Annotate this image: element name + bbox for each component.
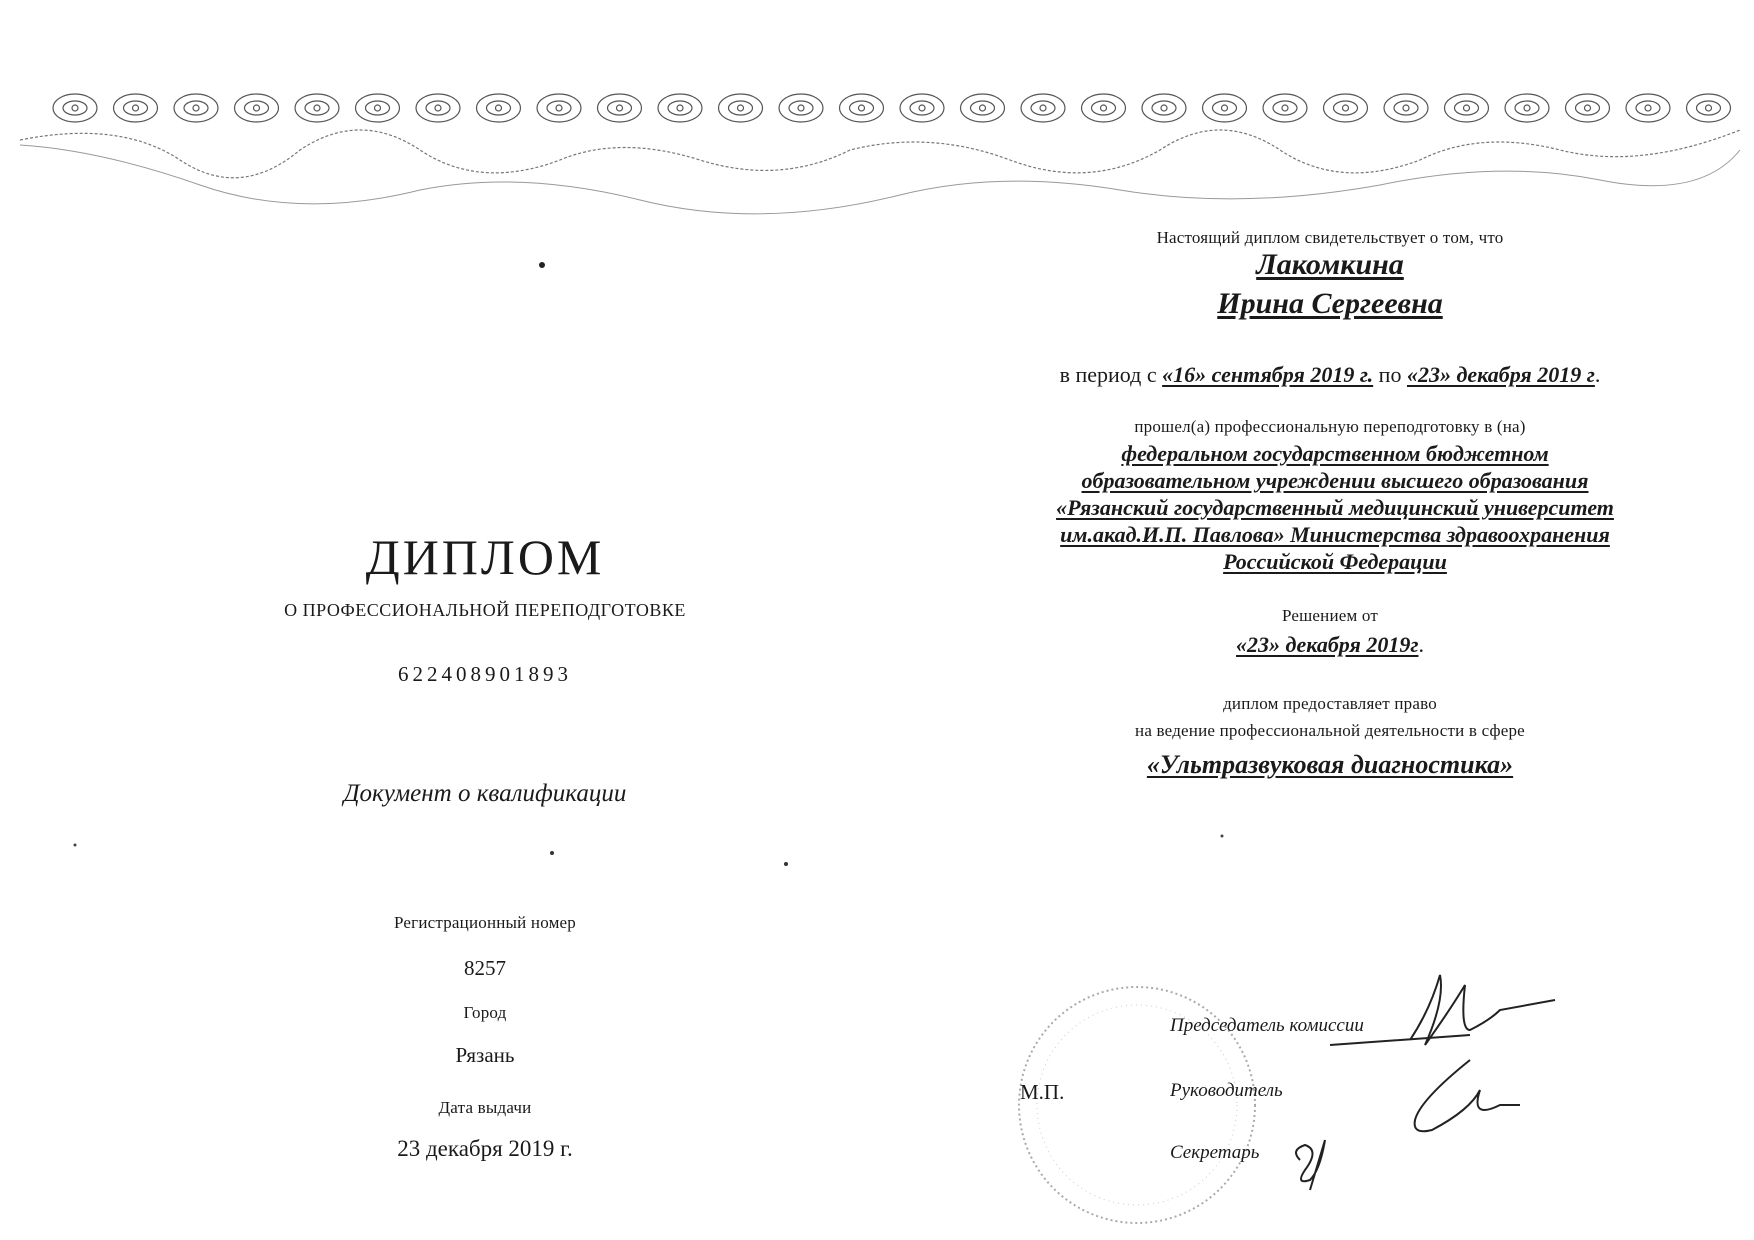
ornament-dot xyxy=(1706,105,1712,111)
ornamental-border xyxy=(0,0,1754,230)
decision-label: Решением от xyxy=(1281,606,1379,625)
period-mid: по xyxy=(1378,362,1402,387)
registration-number-label: Регистрационный номер xyxy=(393,913,576,932)
border-wave-line-2 xyxy=(20,145,1740,214)
ornament-dot xyxy=(738,105,744,111)
ornament-medallion-inner xyxy=(366,101,390,115)
ink-speck xyxy=(784,862,788,866)
period-prefix: в период с xyxy=(1059,362,1157,387)
ornament-medallion-inner xyxy=(305,101,329,115)
ornament-medallion xyxy=(779,94,823,122)
ink-speck xyxy=(74,844,77,847)
registration-number-value: 8257 xyxy=(464,956,506,980)
ornament-medallion-inner xyxy=(729,101,753,115)
ornament-dot xyxy=(677,105,683,111)
ornament-dot xyxy=(193,105,199,111)
ornament-medallion xyxy=(1082,94,1126,122)
ornament-medallion xyxy=(53,94,97,122)
ornament-dot xyxy=(254,105,260,111)
ornament-medallion xyxy=(1626,94,1670,122)
ornament-medallion xyxy=(900,94,944,122)
institution-line: образовательном учреждении высшего образования xyxy=(1081,468,1589,493)
ornament-medallion-inner xyxy=(1092,101,1116,115)
ornament-medallion-inner xyxy=(1515,101,1539,115)
ornament-medallion xyxy=(114,94,158,122)
ornament-medallion-inner xyxy=(63,101,87,115)
ornament-dot xyxy=(435,105,441,111)
specialty-name-text: «Ультразвуковая диагностика» xyxy=(1146,750,1514,779)
ornament-dot xyxy=(72,105,78,111)
ink-speck xyxy=(1221,835,1224,838)
period-start-date: «16» сентября 2019 г. xyxy=(1162,362,1374,387)
ornament-medallion-inner xyxy=(245,101,269,115)
ornament-dot xyxy=(919,105,925,111)
ornament-medallion xyxy=(719,94,763,122)
institution-line: Российской Федерации xyxy=(1223,549,1447,574)
recipient-surname-text: Лакомкина xyxy=(1256,248,1404,281)
ornament-medallion xyxy=(1687,94,1731,122)
ornament-dot xyxy=(496,105,502,111)
ornament-medallion xyxy=(1445,94,1489,122)
ink-speck xyxy=(550,851,554,855)
city-value: Рязань xyxy=(455,1043,515,1067)
ornament-dot xyxy=(1524,105,1530,111)
institution-line: им.акад.И.П. Павлова» Министерства здравоохранения xyxy=(1060,522,1610,547)
diploma-subtitle: О ПРОФЕССИОНАЛЬНОЙ ПЕРЕПОДГОТОВКЕ xyxy=(284,600,686,620)
city-label: Город xyxy=(463,1003,507,1022)
ornament-dot xyxy=(798,105,804,111)
ornament-medallion xyxy=(1203,94,1247,122)
ornament-medallion-inner xyxy=(184,101,208,115)
ornament-dot xyxy=(1645,105,1651,111)
ornament-medallion xyxy=(658,94,702,122)
ornament-medallion xyxy=(1263,94,1307,122)
ornament-medallion xyxy=(840,94,884,122)
ornament-medallion-inner xyxy=(1213,101,1237,115)
signature-secretary xyxy=(1296,1140,1325,1190)
border-wave-line xyxy=(20,130,1740,178)
ornament-medallion-inner xyxy=(1455,101,1479,115)
institution-line: федеральном государственном бюджетном xyxy=(1121,441,1549,466)
ornament-dot xyxy=(980,105,986,111)
ornament-medallion xyxy=(1324,94,1368,122)
ink-speck xyxy=(539,262,545,268)
ornament-medallion-inner xyxy=(1394,101,1418,115)
ornament-dot xyxy=(375,105,381,111)
rights-statement-line-1: диплом предоставляет право xyxy=(1223,694,1437,713)
ornament-medallion-inner xyxy=(1334,101,1358,115)
study-period xyxy=(940,362,1720,388)
ornament-dot xyxy=(1585,105,1591,111)
ornament-dot xyxy=(1040,105,1046,111)
ornament-medallion xyxy=(961,94,1005,122)
decision-date-text: «23» декабря 2019г xyxy=(1236,632,1419,657)
institution-line: «Рязанский государственный медицинский университет xyxy=(1056,495,1614,520)
signature-label-head: Руководитель xyxy=(1170,1080,1283,1101)
ornament-medallion-inner xyxy=(426,101,450,115)
ornament-dot xyxy=(133,105,139,111)
ornament-dot xyxy=(1464,105,1470,111)
ornament-medallion-inner xyxy=(668,101,692,115)
ornament-dot xyxy=(1403,105,1409,111)
recipient-given-name-text: Ирина Сергеевна xyxy=(1217,287,1443,320)
ornament-dot xyxy=(314,105,320,111)
ornament-dot xyxy=(1343,105,1349,111)
ornament-dot xyxy=(1101,105,1107,111)
rights-statement-line-2: на ведение профессиональной деятельности в сфере xyxy=(1135,721,1525,740)
signature-label-chair: Председатель комиссии xyxy=(1170,1015,1364,1036)
ornament-medallion xyxy=(477,94,521,122)
ornament-medallion xyxy=(416,94,460,122)
issue-date-label: Дата выдачи xyxy=(438,1098,532,1117)
ornament-medallion xyxy=(1566,94,1610,122)
signature-head xyxy=(1415,1060,1520,1131)
ornament-medallion xyxy=(1384,94,1428,122)
ornament-medallion-inner xyxy=(910,101,934,115)
ornament-medallion xyxy=(1505,94,1549,122)
ornament-medallion-inner xyxy=(1697,101,1721,115)
stamp-place-label: М.П. xyxy=(1020,1080,1065,1104)
ornament-medallion xyxy=(174,94,218,122)
ornament-dot xyxy=(1222,105,1228,111)
period-suffix: . xyxy=(1594,362,1601,387)
recipient-given-name xyxy=(940,287,1720,321)
ornament-medallion-inner xyxy=(1031,101,1055,115)
ornament-dot xyxy=(1161,105,1167,111)
ornament-dot xyxy=(1282,105,1288,111)
ornament-medallion-inner xyxy=(547,101,571,115)
ornament-medallion xyxy=(295,94,339,122)
specialty-name xyxy=(940,750,1720,780)
qualification-document-label: Документ о квалификации xyxy=(343,780,627,807)
institution-name xyxy=(975,440,1695,575)
ornament-row xyxy=(53,94,1731,122)
ornament-dot xyxy=(556,105,562,111)
ornament-medallion xyxy=(598,94,642,122)
diploma-title: ДИПЛОМ xyxy=(365,529,605,585)
signature-label-secretary: Секретарь xyxy=(1170,1142,1260,1163)
ornament-medallion xyxy=(356,94,400,122)
diploma-serial-number: 622408901893 xyxy=(398,662,572,686)
ornament-medallion xyxy=(1142,94,1186,122)
ornament-medallion-inner xyxy=(789,101,813,115)
ornament-medallion-inner xyxy=(850,101,874,115)
ornament-medallion-inner xyxy=(487,101,511,115)
issue-date-value: 23 декабря 2019 г. xyxy=(397,1136,573,1161)
decision-date-suffix: . xyxy=(1418,632,1424,657)
ornament-medallion-inner xyxy=(1152,101,1176,115)
certification-intro: Настоящий диплом свидетельствует о том, что xyxy=(1156,228,1504,247)
period-end-date: «23» декабря 2019 г xyxy=(1406,362,1595,387)
ornament-dot xyxy=(859,105,865,111)
ornament-medallion-inner xyxy=(1273,101,1297,115)
ornament-medallion xyxy=(235,94,279,122)
recipient-surname xyxy=(940,248,1720,282)
ornament-medallion-inner xyxy=(971,101,995,115)
ornament-medallion-inner xyxy=(1576,101,1600,115)
retraining-statement: прошел(а) профессиональную переподготовку в (на) xyxy=(1134,417,1526,436)
ornament-medallion xyxy=(537,94,581,122)
ornament-dot xyxy=(617,105,623,111)
ornament-medallion-inner xyxy=(124,101,148,115)
ornament-medallion-inner xyxy=(1636,101,1660,115)
decision-date xyxy=(940,632,1720,658)
ornament-medallion-inner xyxy=(608,101,632,115)
ornament-medallion xyxy=(1021,94,1065,122)
